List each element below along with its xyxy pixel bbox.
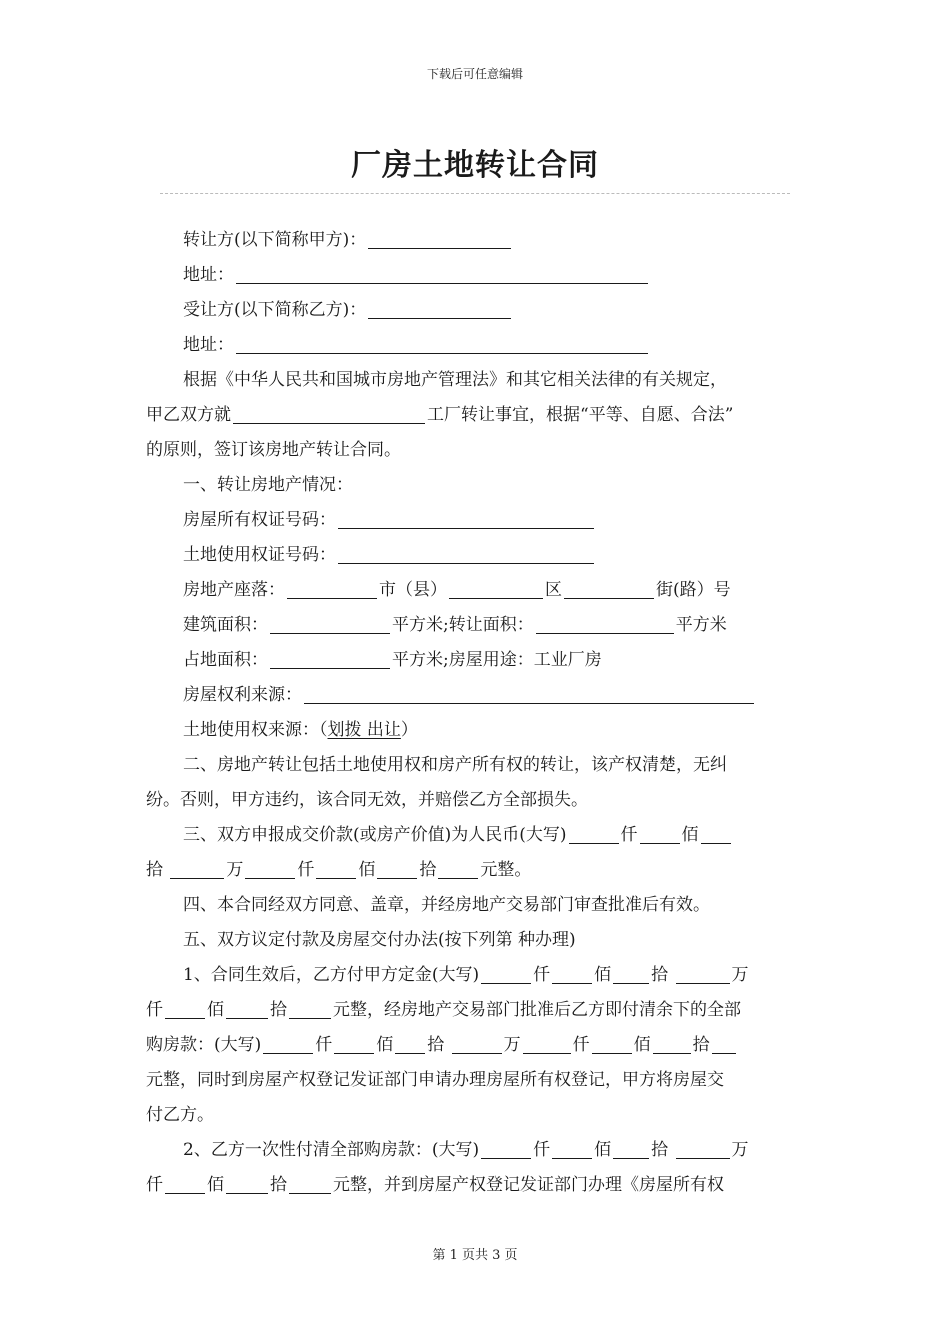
price-qian-blank xyxy=(569,823,619,844)
land-cert-line xyxy=(183,538,596,572)
page-footer: 第 1 页共 3 页 xyxy=(432,1248,518,1263)
price-shi2-blank xyxy=(377,858,417,879)
qian-unit: 仟 xyxy=(533,965,551,985)
wan-unit: 万 xyxy=(731,1140,749,1160)
transfer-area-blank xyxy=(536,613,674,634)
wan-unit: 万 xyxy=(731,965,749,985)
section-5-heading: 五、双方议定付款及房屋交付办法(按下列第 种办理) xyxy=(183,930,576,950)
bai-unit: 佰 xyxy=(681,825,699,845)
section-4-line: 四、本合同经双方同意、盖章，并经房地产交易部门审查批准后有效。 xyxy=(183,895,710,915)
qian-unit: 仟 xyxy=(572,1035,590,1055)
payment-1-line-2 xyxy=(146,993,741,1027)
buyer-label: 受让方(以下简称乙方)： xyxy=(183,300,367,320)
payment-2-line-1 xyxy=(183,1133,749,1167)
qian-unit: 仟 xyxy=(315,1035,333,1055)
deposit-wan-blank xyxy=(676,963,730,984)
deposit-qian-blank xyxy=(481,963,531,984)
price-yuan-blank xyxy=(438,858,478,879)
balance-yuan-blank xyxy=(712,1033,736,1054)
seller-blank xyxy=(368,228,511,249)
bai-unit: 佰 xyxy=(633,1035,651,1055)
land-area-blank xyxy=(270,648,390,669)
deposit-label: 1、合同生效后，乙方付甲方定金(大写) xyxy=(183,965,480,985)
land-area-line xyxy=(183,643,602,677)
balance-label: 购房款：(大写) xyxy=(146,1035,262,1055)
shi-unit: 拾 xyxy=(651,1140,669,1160)
wan-unit: 万 xyxy=(226,860,244,880)
payment-1-remainder-text: 元整，经房地产交易部门批准后乙方即付清余下的全部 xyxy=(333,1000,741,1020)
house-cert-blank xyxy=(338,508,594,529)
payment-1-line-5: 付乙方。 xyxy=(146,1105,214,1125)
district-blank xyxy=(449,578,543,599)
wan-unit: 万 xyxy=(503,1035,521,1055)
lump-bai-blank xyxy=(552,1138,592,1159)
deposit-bai-blank xyxy=(552,963,592,984)
bai-unit: 佰 xyxy=(376,1035,394,1055)
payment-2-remainder-text: 元整，并到房屋产权登记发证部门办理《房屋所有权 xyxy=(333,1175,724,1195)
bai-unit: 佰 xyxy=(207,1175,224,1195)
buyer-address-label: 地址： xyxy=(183,335,234,355)
qian-unit: 仟 xyxy=(620,825,638,845)
seller-line xyxy=(183,223,513,257)
basis-suffix: 工厂转让事宜，根据“平等、自愿、合法” xyxy=(427,405,734,425)
land-area-label: 占地面积： xyxy=(183,650,268,670)
house-cert-label: 房屋所有权证号码： xyxy=(183,510,336,530)
section-3-line-1 xyxy=(183,818,733,852)
usage-value: 工业厂房 xyxy=(533,650,602,670)
street-label: 街(路）号 xyxy=(656,580,731,600)
basis-line-1: 根据《中华人民共和国城市房地产管理法》和其它相关法律的有关规定， xyxy=(183,370,727,390)
seller-label: 转让方(以下简称甲方)： xyxy=(183,230,367,250)
building-area-label: 建筑面积： xyxy=(183,615,268,635)
shi-unit: 拾 xyxy=(427,1035,445,1055)
balance-bai-blank xyxy=(334,1033,374,1054)
house-source-blank xyxy=(304,683,754,704)
city-label: 市（县） xyxy=(379,580,447,600)
lump-qian-blank xyxy=(481,1138,531,1159)
section-3-line-2 xyxy=(146,853,531,887)
basis-line-3: 的原则，签订该房地产转让合同。 xyxy=(146,440,401,460)
buyer-line xyxy=(183,293,513,327)
seller-address-label: 地址： xyxy=(183,265,234,285)
bai-unit: 佰 xyxy=(207,1000,224,1020)
land-cert-blank xyxy=(338,543,594,564)
house-source-label: 房屋权利来源： xyxy=(183,685,302,705)
price-bai-blank xyxy=(640,823,680,844)
building-area-blank xyxy=(270,613,390,634)
header-note: 下载后可任意编辑 xyxy=(426,67,523,81)
price-wan-blank xyxy=(170,858,224,879)
basis-prefix: 甲乙双方就 xyxy=(146,405,231,425)
land-source-options: 划拨 出让 xyxy=(327,720,401,740)
usage-label: 平方米;房屋用途： xyxy=(392,650,534,670)
buyer-blank xyxy=(368,298,511,319)
title-divider xyxy=(160,193,790,194)
deposit-qian2-blank xyxy=(165,998,205,1019)
land-source-line xyxy=(183,713,418,747)
balance-bai2-blank xyxy=(592,1033,632,1054)
lump-shi-blank xyxy=(613,1138,649,1159)
section-2-line-2: 纷。否则，甲方违约，该合同无效，并赔偿乙方全部损失。 xyxy=(146,790,588,810)
area-line xyxy=(183,608,727,642)
bai-unit: 佰 xyxy=(594,1140,612,1160)
land-cert-label: 土地使用权证号码： xyxy=(183,545,336,565)
shi-unit: 拾 xyxy=(146,860,163,880)
balance-shi-blank xyxy=(395,1033,425,1054)
shi-unit: 拾 xyxy=(692,1035,710,1055)
shi-unit: 拾 xyxy=(270,1175,287,1195)
bai-unit: 佰 xyxy=(358,860,376,880)
yuan-unit: 元整。 xyxy=(480,860,532,880)
buyer-address-blank xyxy=(236,333,648,354)
house-source-line xyxy=(183,678,756,712)
deposit-shi-blank xyxy=(613,963,649,984)
shi-unit: 拾 xyxy=(651,965,669,985)
seller-address-blank xyxy=(236,263,648,284)
document-title: 厂房土地转让合同 xyxy=(351,148,599,183)
city-blank xyxy=(287,578,377,599)
payment-1-line-1 xyxy=(183,958,749,992)
price-shi-blank xyxy=(701,823,731,844)
seller-address-line xyxy=(183,258,650,292)
balance-wan-blank xyxy=(452,1033,502,1054)
shi-unit: 拾 xyxy=(419,860,437,880)
location-line xyxy=(183,573,731,607)
price-bai2-blank xyxy=(316,858,356,879)
bai-unit: 佰 xyxy=(594,965,612,985)
payment-1-line-4: 元整，同时到房屋产权登记发证部门申请办理房屋所有权登记，甲方将房屋交 xyxy=(146,1070,724,1090)
lump-qian2-blank xyxy=(165,1173,205,1194)
balance-qian-blank xyxy=(263,1033,313,1054)
house-cert-line xyxy=(183,503,596,537)
balance-shi2-blank xyxy=(653,1033,691,1054)
qian-unit: 仟 xyxy=(297,860,315,880)
land-source-close: ） xyxy=(400,720,418,740)
location-label: 房地产座落： xyxy=(183,580,285,600)
balance-qian2-blank xyxy=(523,1033,571,1054)
qian-unit: 仟 xyxy=(146,1175,163,1195)
land-source-label: 土地使用权来源：（ xyxy=(183,720,328,740)
section-1-heading: 一、转让房地产情况： xyxy=(183,475,353,495)
basis-line-2 xyxy=(146,398,733,432)
deposit-yuan-blank xyxy=(289,998,331,1019)
section-2-line-1: 二、房地产转让包括土地使用权和房产所有权的转让，该产权清楚，无纠 xyxy=(183,755,727,775)
qian-unit: 仟 xyxy=(533,1140,551,1160)
lump-sum-label: 2、乙方一次性付清全部购房款：(大写) xyxy=(183,1140,480,1160)
street-blank xyxy=(564,578,654,599)
price-qian2-blank xyxy=(245,858,295,879)
sqm-unit: 平方米 xyxy=(675,615,727,635)
price-label: 三、双方申报成交价款(或房产价值)为人民币(大写) xyxy=(183,825,567,845)
deposit-bai2-blank xyxy=(226,998,268,1019)
payment-1-line-3 xyxy=(146,1028,738,1062)
factory-name-blank xyxy=(233,403,425,424)
buyer-address-line xyxy=(183,328,650,362)
district-label: 区 xyxy=(545,580,562,600)
lump-bai2-blank xyxy=(226,1173,268,1194)
payment-2-line-2 xyxy=(146,1168,724,1202)
lump-yuan-blank xyxy=(289,1173,331,1194)
transfer-area-label: 平方米;转让面积： xyxy=(392,615,534,635)
lump-wan-blank xyxy=(676,1138,730,1159)
shi-unit: 拾 xyxy=(270,1000,287,1020)
qian-unit: 仟 xyxy=(146,1000,163,1020)
